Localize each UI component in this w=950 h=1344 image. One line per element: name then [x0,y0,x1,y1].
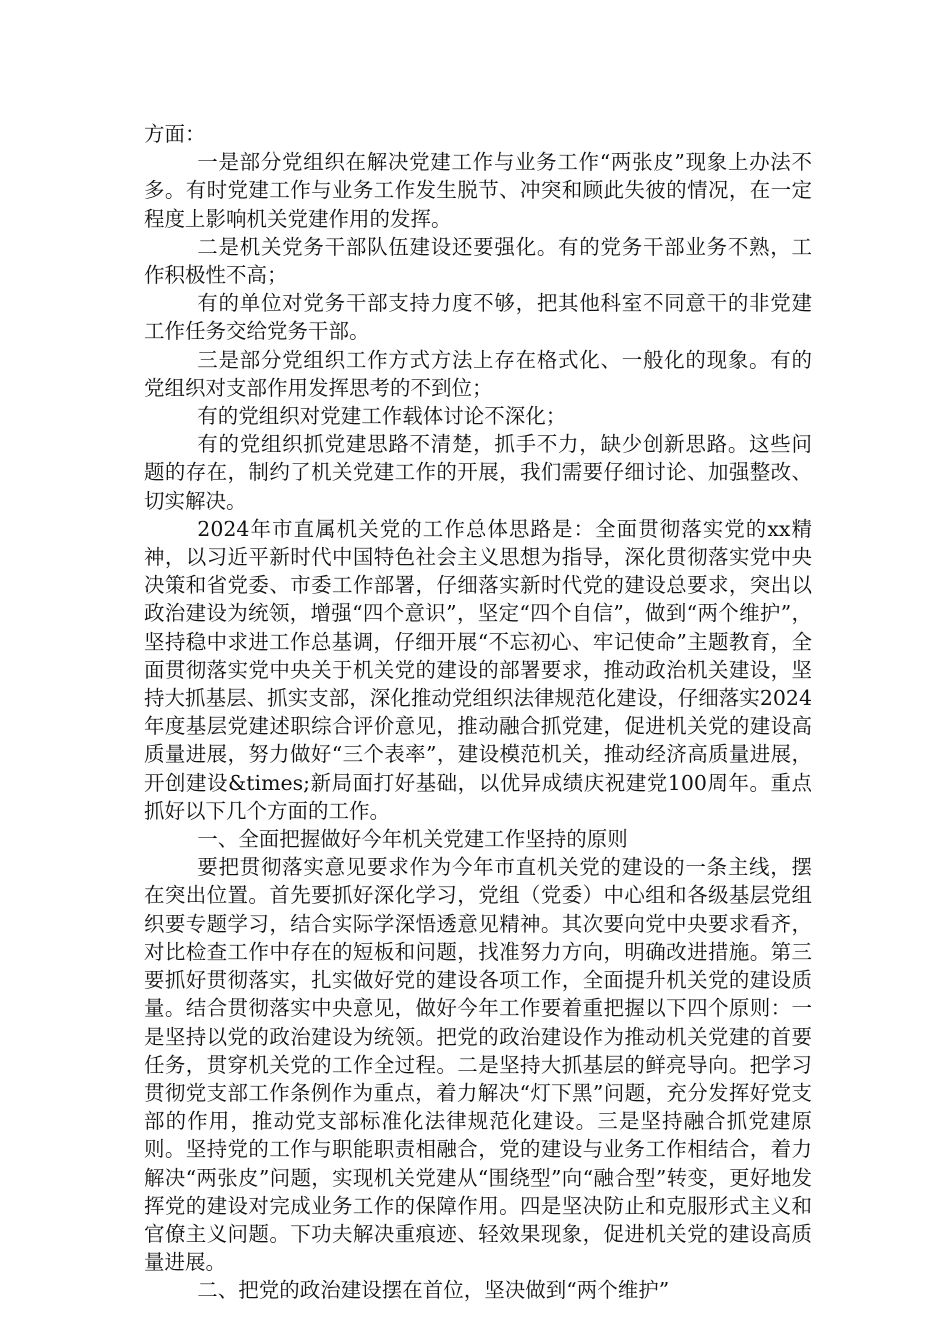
paragraph: 2024年市直属机关党的工作总体思路是：全面贯彻落实党的xx精神，以习近平新时代中国特色社会主义思想为指导，深化贯彻落实党中央决策和省党委、市委工作部署，仔细落实新时代党的建设总要求，突出以政治建设为统领，增强“四个意识”，坚定“四个自信”，做到“两个维护”，坚持稳中求进工作总基调，仔细开展“不忘初心、牢记使命”主题教育，全面贯彻落实党中央关于机关党的建设的部署要求，推动政治机关建设，坚持大抓基层、抓实支部，深化推动党组织法律规范化建设，仔细落实2024年度基层党建述职综合评价意见，推动融合抓党建，促进机关党的建设高质量进展，努力做好“三个表率”，建设模范机关，推动经济高质量进展，开创建设&times;新局面打好基础，以优异成绩庆祝建党100周年。重点抓好以下几个方面的工作。 [144,516,812,823]
paragraph: 有的单位对党务干部支持力度不够，把其他科室不同意干的非党建工作任务交给党务干部。 [144,291,812,344]
paragraph: 有的党组织对党建工作载体讨论不深化； [197,404,567,429]
section-heading: 一、全面把握做好今年机关党建工作坚持的原则 [197,827,628,852]
paragraph: 二是机关党务干部队伍建设还要强化。有的党务干部业务不熟，工作积极性不高； [144,234,812,288]
paragraph: 要把贯彻落实意见要求作为今年市直机关党的建设的一条主线，摆在突出位置。首先要抓好深化学习，党组（党委）中心组和各级基层党组织要专题学习，结合实际学深悟透意见精神。其次要向党中央要求看齐，对比检查工作中存在的短板和问题，找准努力方向，明确改进措施。第三要抓好贯彻落实，扎实做好党的建设各项工作，全面提升机关党的建设质量。结合贯彻落实中央意见，做好今年工作要着重把握以下四个原则：一是坚持以党的政治建设为统领。把党的政治建设作为推动机关党建的首要任务，贯穿机关党的工作全过程。二是坚持大抓基层的鲜亮导向。把学习贯彻党支部工作条例作为重点，着力解决“灯下黑”问题，充分发挥好党支部的作用，推动党支部标准化法律规范化建设。三是坚持融合抓党建原则。坚持党的工作与职能职责相融合，党的建设与业务工作相结合，着力解决“两张皮”问题，实现机关党建从“围绕型”向“融合型”转变，更好地发挥党的建设对完成业务工作的保障作用。四是坚决防止和克服形式主义和官僚主义问题。下功夫解决重痕迹、轻效果现象，促进机关党的建设高质量进展。 [144,855,812,1275]
paragraph: 一是部分党组织在解决党建工作与业务工作“两张皮”现象上办法不多。有时党建工作与业务工作发生脱节、冲突和顾此失彼的情况，在一定程度上影响机关党建作用的发挥。 [144,150,812,231]
section-heading: 二、把党的政治建设摆在首位，坚决做到“两个维护” [197,1278,670,1303]
document-body [144,120,812,1305]
paragraph: 三是部分党组织工作方式方法上存在格式化、一般化的现象。有的党组织对支部作用发挥思考的不到位； [144,347,812,400]
paragraph: 有的党组织抓党建思路不清楚，抓手不力，缺少创新思路。这些问题的存在，制约了机关党建工作的开展，我们需要仔细讨论、加强整改、切实解决。 [144,432,812,513]
paragraph: 方面： [144,122,206,146]
